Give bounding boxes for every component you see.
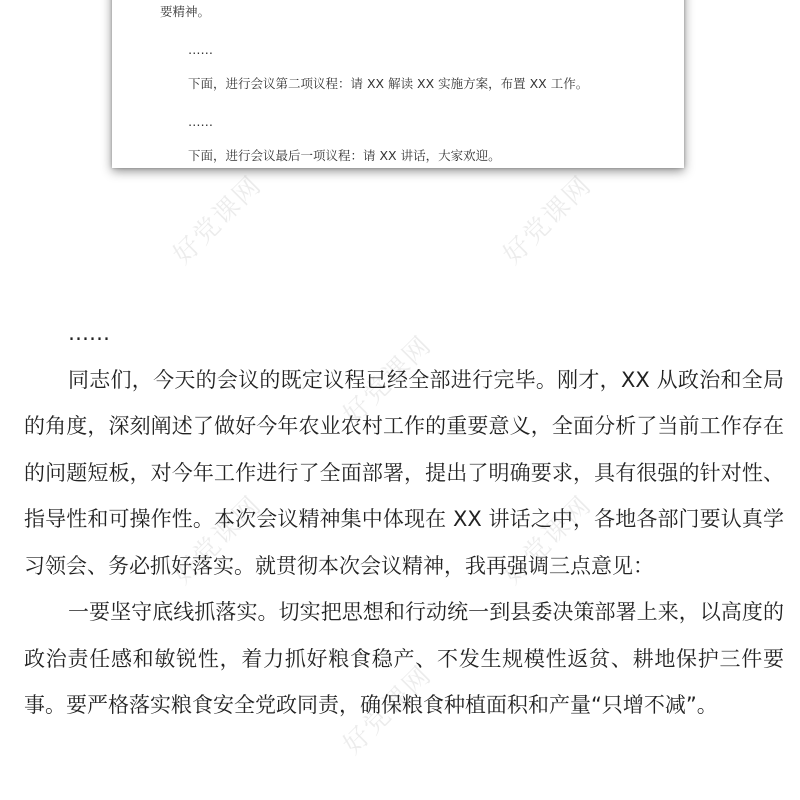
document-preview-card (112, 0, 684, 168)
watermark: 好党课网 (167, 170, 268, 271)
body-paragraph-point-one: 一要坚守底线抓落实。切实把思想和行动统一到县委决策部署上来，以高度的政治责任感和敏锐性，着力抓好粮食稳产、不发生规模性返贫、耕地保护三件要事。要严格落实粮食安全党政同责，确保粮食种植面积和产量“只增不减”。 (24, 600, 784, 717)
watermark: 好党课网 (497, 170, 598, 271)
card-line-3: 下面，进行会议第二项议程：请 XX 解读 XX 实施方案，布置 XX 工作。 (188, 76, 589, 91)
card-line-4: …… (188, 114, 213, 129)
watermark: 好党课网 (497, 490, 598, 591)
body-paragraph-ellipsis: …… (68, 321, 110, 345)
card-line-1: 要精神。 (160, 4, 211, 19)
watermark: 好党课网 (337, 660, 438, 761)
body-paragraph-summary: 同志们，今天的会议的既定议程已经全部进行完毕。刚才，XX 从政治和全局的角度，深刻阐述了做好今年农业农村工作的重要意义，全面分析了当前工作存在的问题短板，对今年工作进行了全面部署，提出了明确要求，具有很强的针对性、指导性和可操作性。本次会议精神集中体现在 XX 讲话之中，各地各部门要认真学习领会、务必抓好落实。就贯彻本次会议精神，我再强调三点意见： (24, 367, 784, 578)
watermark: 好党课网 (337, 330, 438, 431)
card-line-2: …… (188, 42, 213, 57)
card-line-5: 下面，进行会议最后一项议程：请 XX 讲话，大家欢迎。 (188, 148, 501, 163)
watermark: 好党课网 (167, 490, 268, 591)
document-body (24, 310, 784, 729)
